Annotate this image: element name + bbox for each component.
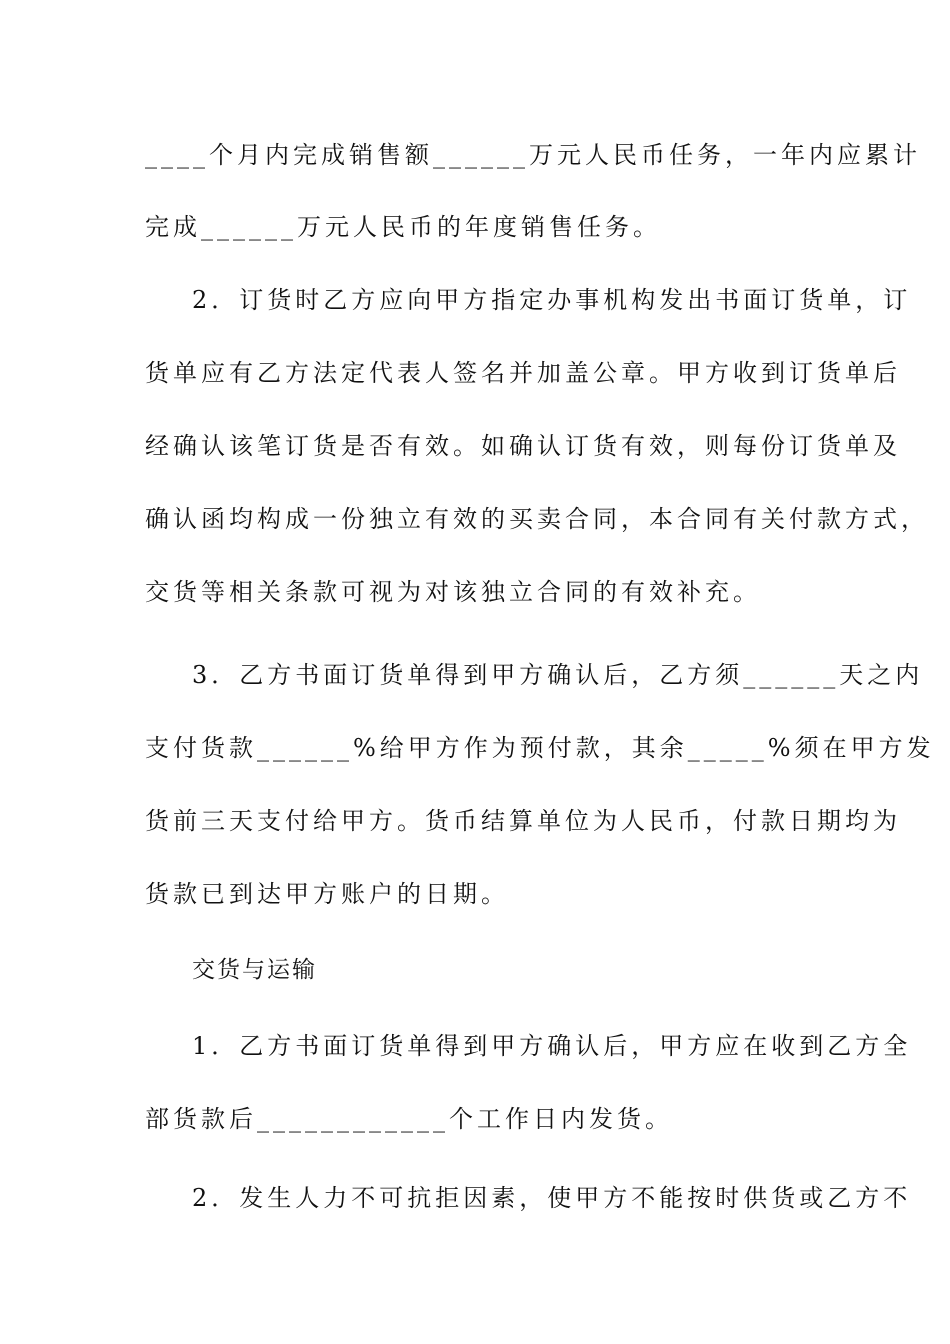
text-line: 货单应有乙方法定代表人签名并加盖公章。甲方收到订货单后 xyxy=(145,359,901,387)
text-line: 货前三天支付给甲方。货币结算单位为人民币，付款日期均为 xyxy=(145,807,901,835)
text-line: 交货等相关条款可视为对该独立合同的有效补充。 xyxy=(145,578,761,606)
section-heading: 交货与运输 xyxy=(192,957,317,983)
text-line: 支付货款______%给甲方作为预付款，其余_____%须在甲方发 xyxy=(145,734,935,762)
text-line: 2．订货时乙方应向甲方指定办事机构发出书面订货单，订 xyxy=(192,286,912,314)
text-line: 完成______万元人民币的年度销售任务。 xyxy=(145,213,661,241)
text-line: 经确认该笔订货是否有效。如确认订货有效，则每份订货单及 xyxy=(145,432,901,460)
text-line: 1．乙方书面订货单得到甲方确认后，甲方应在收到乙方全 xyxy=(192,1032,912,1060)
text-line: 部货款后____________个工作日内发货。 xyxy=(145,1105,673,1133)
text-line: 确认函均构成一份独立有效的买卖合同，本合同有关付款方式， xyxy=(145,505,929,533)
text-line: 2．发生人力不可抗拒因素，使甲方不能按时供货或乙方不 xyxy=(192,1184,912,1212)
text-line: ____个月内完成销售额______万元人民币任务，一年内应累计 xyxy=(145,141,921,169)
text-line: 3．乙方书面订货单得到甲方确认后，乙方须______天之内 xyxy=(192,661,924,689)
text-line: 货款已到达甲方账户的日期。 xyxy=(145,880,509,908)
